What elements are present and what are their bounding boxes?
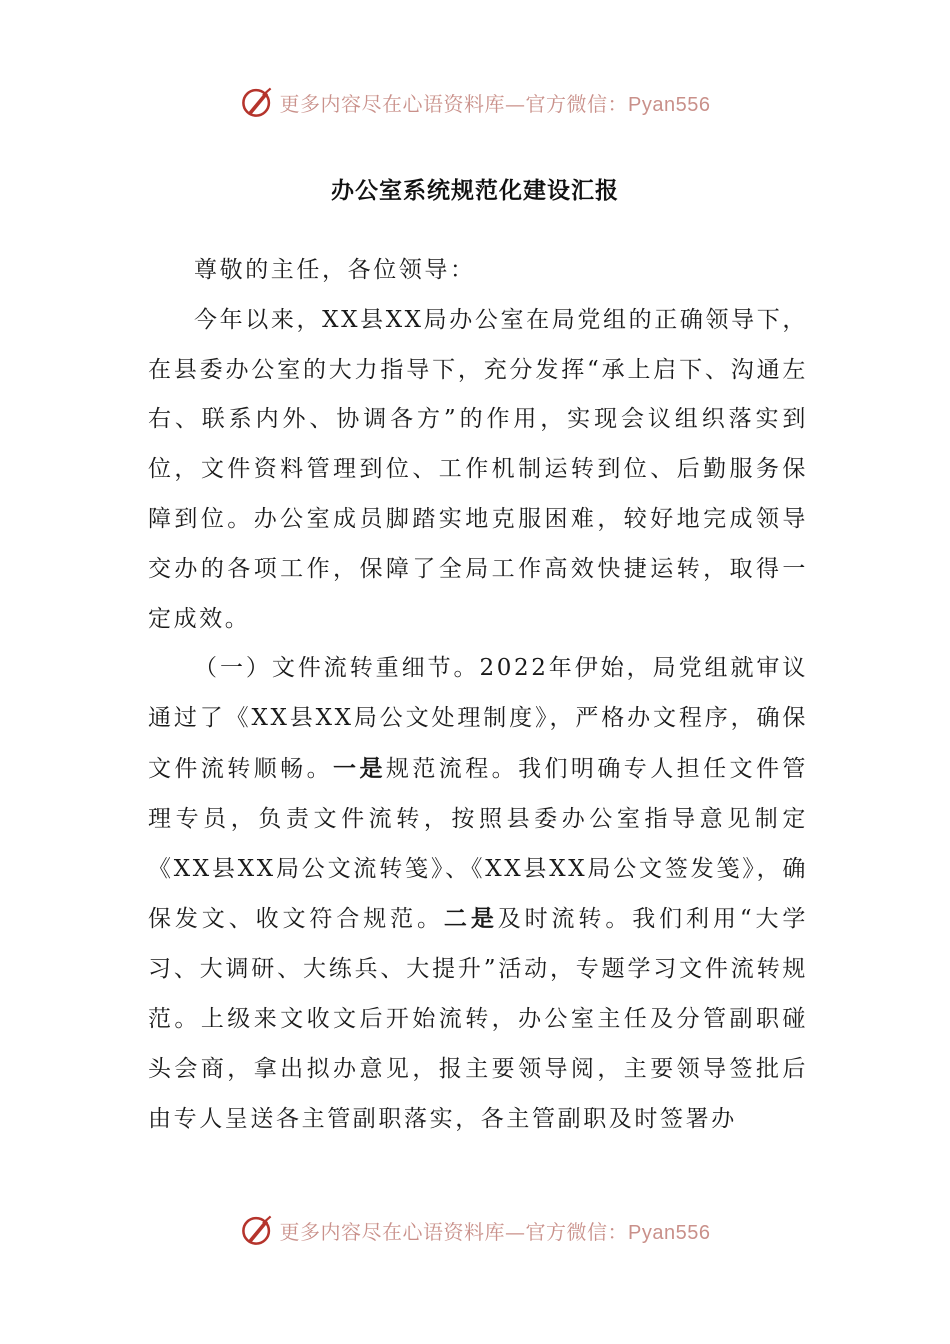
- watermark-handle: Pyan556: [628, 93, 711, 116]
- intro-paragraph: 今年以来，XX县XX局办公室在局党组的正确领导下，在县委办公室的大力指导下，充分发挥“承上启下、沟通左右、联系内外、协调各方”的作用，实现会议组织落实到位，文件资料管理到位、工作机制运转到位、后勤服务保障到位。办公室成员脚踏实地克服困难，较好地完成领导交办的各项工作，保障了全局工作高效快捷运转，取得一定成效。: [148, 306, 808, 632]
- watermark-handle: Pyan556: [628, 1221, 711, 1244]
- section-1-lead: （一）文件流转重细节。2022年伊始，局党组就审议通过了《XX县XX局公文处理制度》，严格办文程序，确保文件流转顺畅。: [148, 655, 808, 782]
- point-1-text: 规范流程。我们明确专人担任文件管理专员，负责文件流转，按照县委办公室指导意见制定《XX县XX局公文流转笺》、《XX县XX局公文签发笺》，确保发文、收文符合规范。: [148, 755, 808, 933]
- watermark-text: 更多内容尽在心语资料库—官方微信：Pyan556: [279, 1219, 711, 1244]
- quill-pen-logo-icon: [240, 1213, 274, 1247]
- point-2-label: 二是: [443, 905, 498, 933]
- section-1-paragraph: [148, 644, 808, 1144]
- watermark-text: 更多内容尽在心语资料库—官方微信：Pyan556: [279, 91, 711, 116]
- document-title: 办公室系统规范化建设汇报: [331, 177, 619, 204]
- watermark-header: [0, 80, 950, 124]
- point-1-label: 一是: [333, 754, 386, 782]
- document-body: [148, 246, 808, 1144]
- point-2-text: 及时流转。我们利用“大学习、大调研、大练兵、大提升”活动，专题学习文件流转规范。上级来文收文后开始流转，办公室主任及分管副职碰头会商，拿出拟办意见，报主要领导阅，主要领导签批后由专人呈送各主管副职落实，各主管副职及时签署办: [148, 906, 809, 1132]
- watermark-footer: [0, 1208, 950, 1252]
- salutation: 尊敬的主任，各位领导：: [194, 257, 476, 283]
- quill-pen-logo-icon: [240, 85, 274, 119]
